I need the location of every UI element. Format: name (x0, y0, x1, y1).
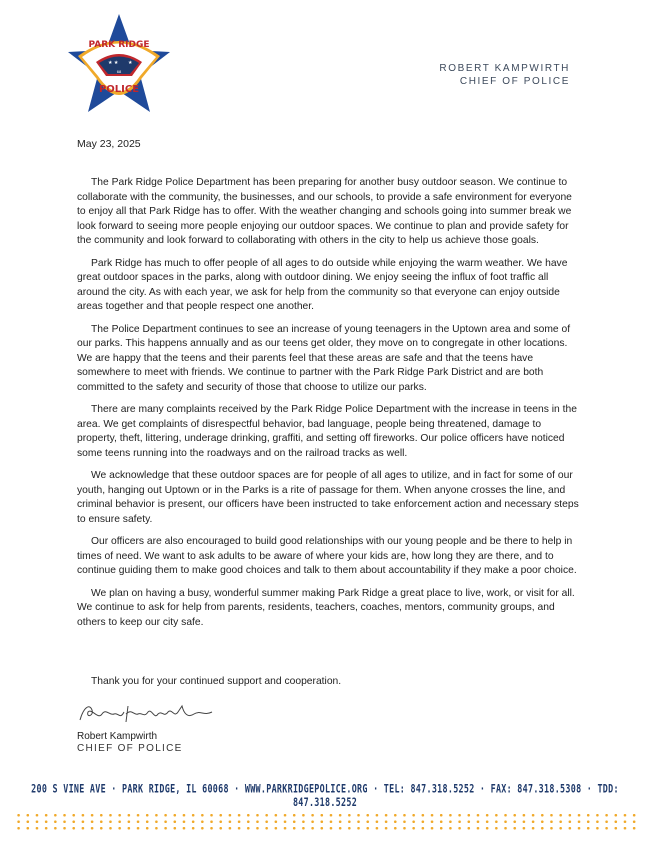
letter-date: May 23, 2025 (77, 138, 141, 150)
paragraph: Park Ridge has much to offer people of all ages to do outside while enjoying the warm weather. We have great outdoor spaces in the parks, along with outdoor dining. We enjoy seeing the influx of foot traffic all around the city. As with each year, we ask for help from the community so that everyone can enjoy outside areas together and that people respect one another. (77, 257, 568, 312)
paragraph: The Park Ridge Police Department has been preparing for another busy outdoor season. We continue to collaborate with the community, the businesses, and our schools, to provide a safe environment for everyone to enjoy all that Park Ridge has to offer. With the weather changing and schools going into summer break we look forward to seeing more people enjoying our outdoor spaces. We continue to plan and provide safety for the community and look forward to collaborating with others in the city to help us achieve those goals. (77, 177, 572, 246)
svg-text:68: 68 (116, 69, 122, 74)
logo-bottom-text: POLICE (98, 84, 140, 95)
signature-title: CHIEF OF POLICE (77, 743, 183, 754)
logo-top-text: PARK RIDGE (88, 40, 150, 50)
letter-body (77, 176, 582, 638)
park-ridge-police-logo (64, 12, 174, 122)
paragraph: The Police Department continues to see an increase of young teenagers in the Uptown area and some of our parks. This happens annually and as our teens get older, they move on to congregate in other locations. We are happy that the teens and their parents feel that these areas are safe and that the teens have somewhere to meet with friends. We continue to partner with the Park Ridge Park District and are both committed to the safety and security of those that choose to utilize our parks. (77, 323, 571, 393)
closing-line: Thank you for your continued support and cooperation. (91, 676, 342, 687)
footer-contact: 200 S VINE AVE · PARK RIDGE, IL 60068 · WWW.PARKRIDGEPOLICE.ORG · TEL: 847.318.5252 · FAX: 847.318.5308 · TDD: 847.318.5252 (31, 781, 619, 809)
paragraph: Our officers are also encouraged to build good relationships with our young people and be there to help in times of need. We want to ask adults to be aware of where your kids are, how long they are there, and to continue guiding them to make good choices and talk to them about accountability if they make a poor choice. (77, 536, 577, 576)
signature-name: Robert Kampwirth (77, 731, 158, 742)
svg-text:★: ★ (128, 60, 133, 66)
letterhead-header (439, 62, 570, 88)
paragraph: We plan on having a busy, wonderful summer making Park Ridge a great place to live, work, or visit for all. We continue to ask for help from parents, residents, teachers, coaches, mentors, community groups, and others to keep our city safe. (77, 587, 575, 628)
footer-dot-pattern (14, 812, 636, 832)
signature-image (76, 700, 216, 726)
paragraph: We acknowledge that these outdoor spaces are for people of all ages to utilize, and in fact for some of our youth, hanging out Uptown or in the Parks is a rite of passage for them. When anyone crosses the line, and criminal behavior is present, our officers have been instructed to take enforcement action and necessary steps to ensure safety. (77, 470, 579, 525)
svg-text:★ ★: ★ ★ (108, 60, 119, 66)
paragraph: There are many complaints received by the Park Ridge Police Department with the increase in teens in the area. We get complaints of disrespectful behavior, bad language, people being threatened, damage to property, theft, littering, underage drinking, graffiti, and setting off fireworks. Our police officers have noticed some teens running into the roadways and on the railroad tracks as well. (77, 404, 577, 459)
header-title: CHIEF OF POLICE (459, 76, 570, 87)
header-name: ROBERT KAMPWIRTH (439, 63, 570, 74)
